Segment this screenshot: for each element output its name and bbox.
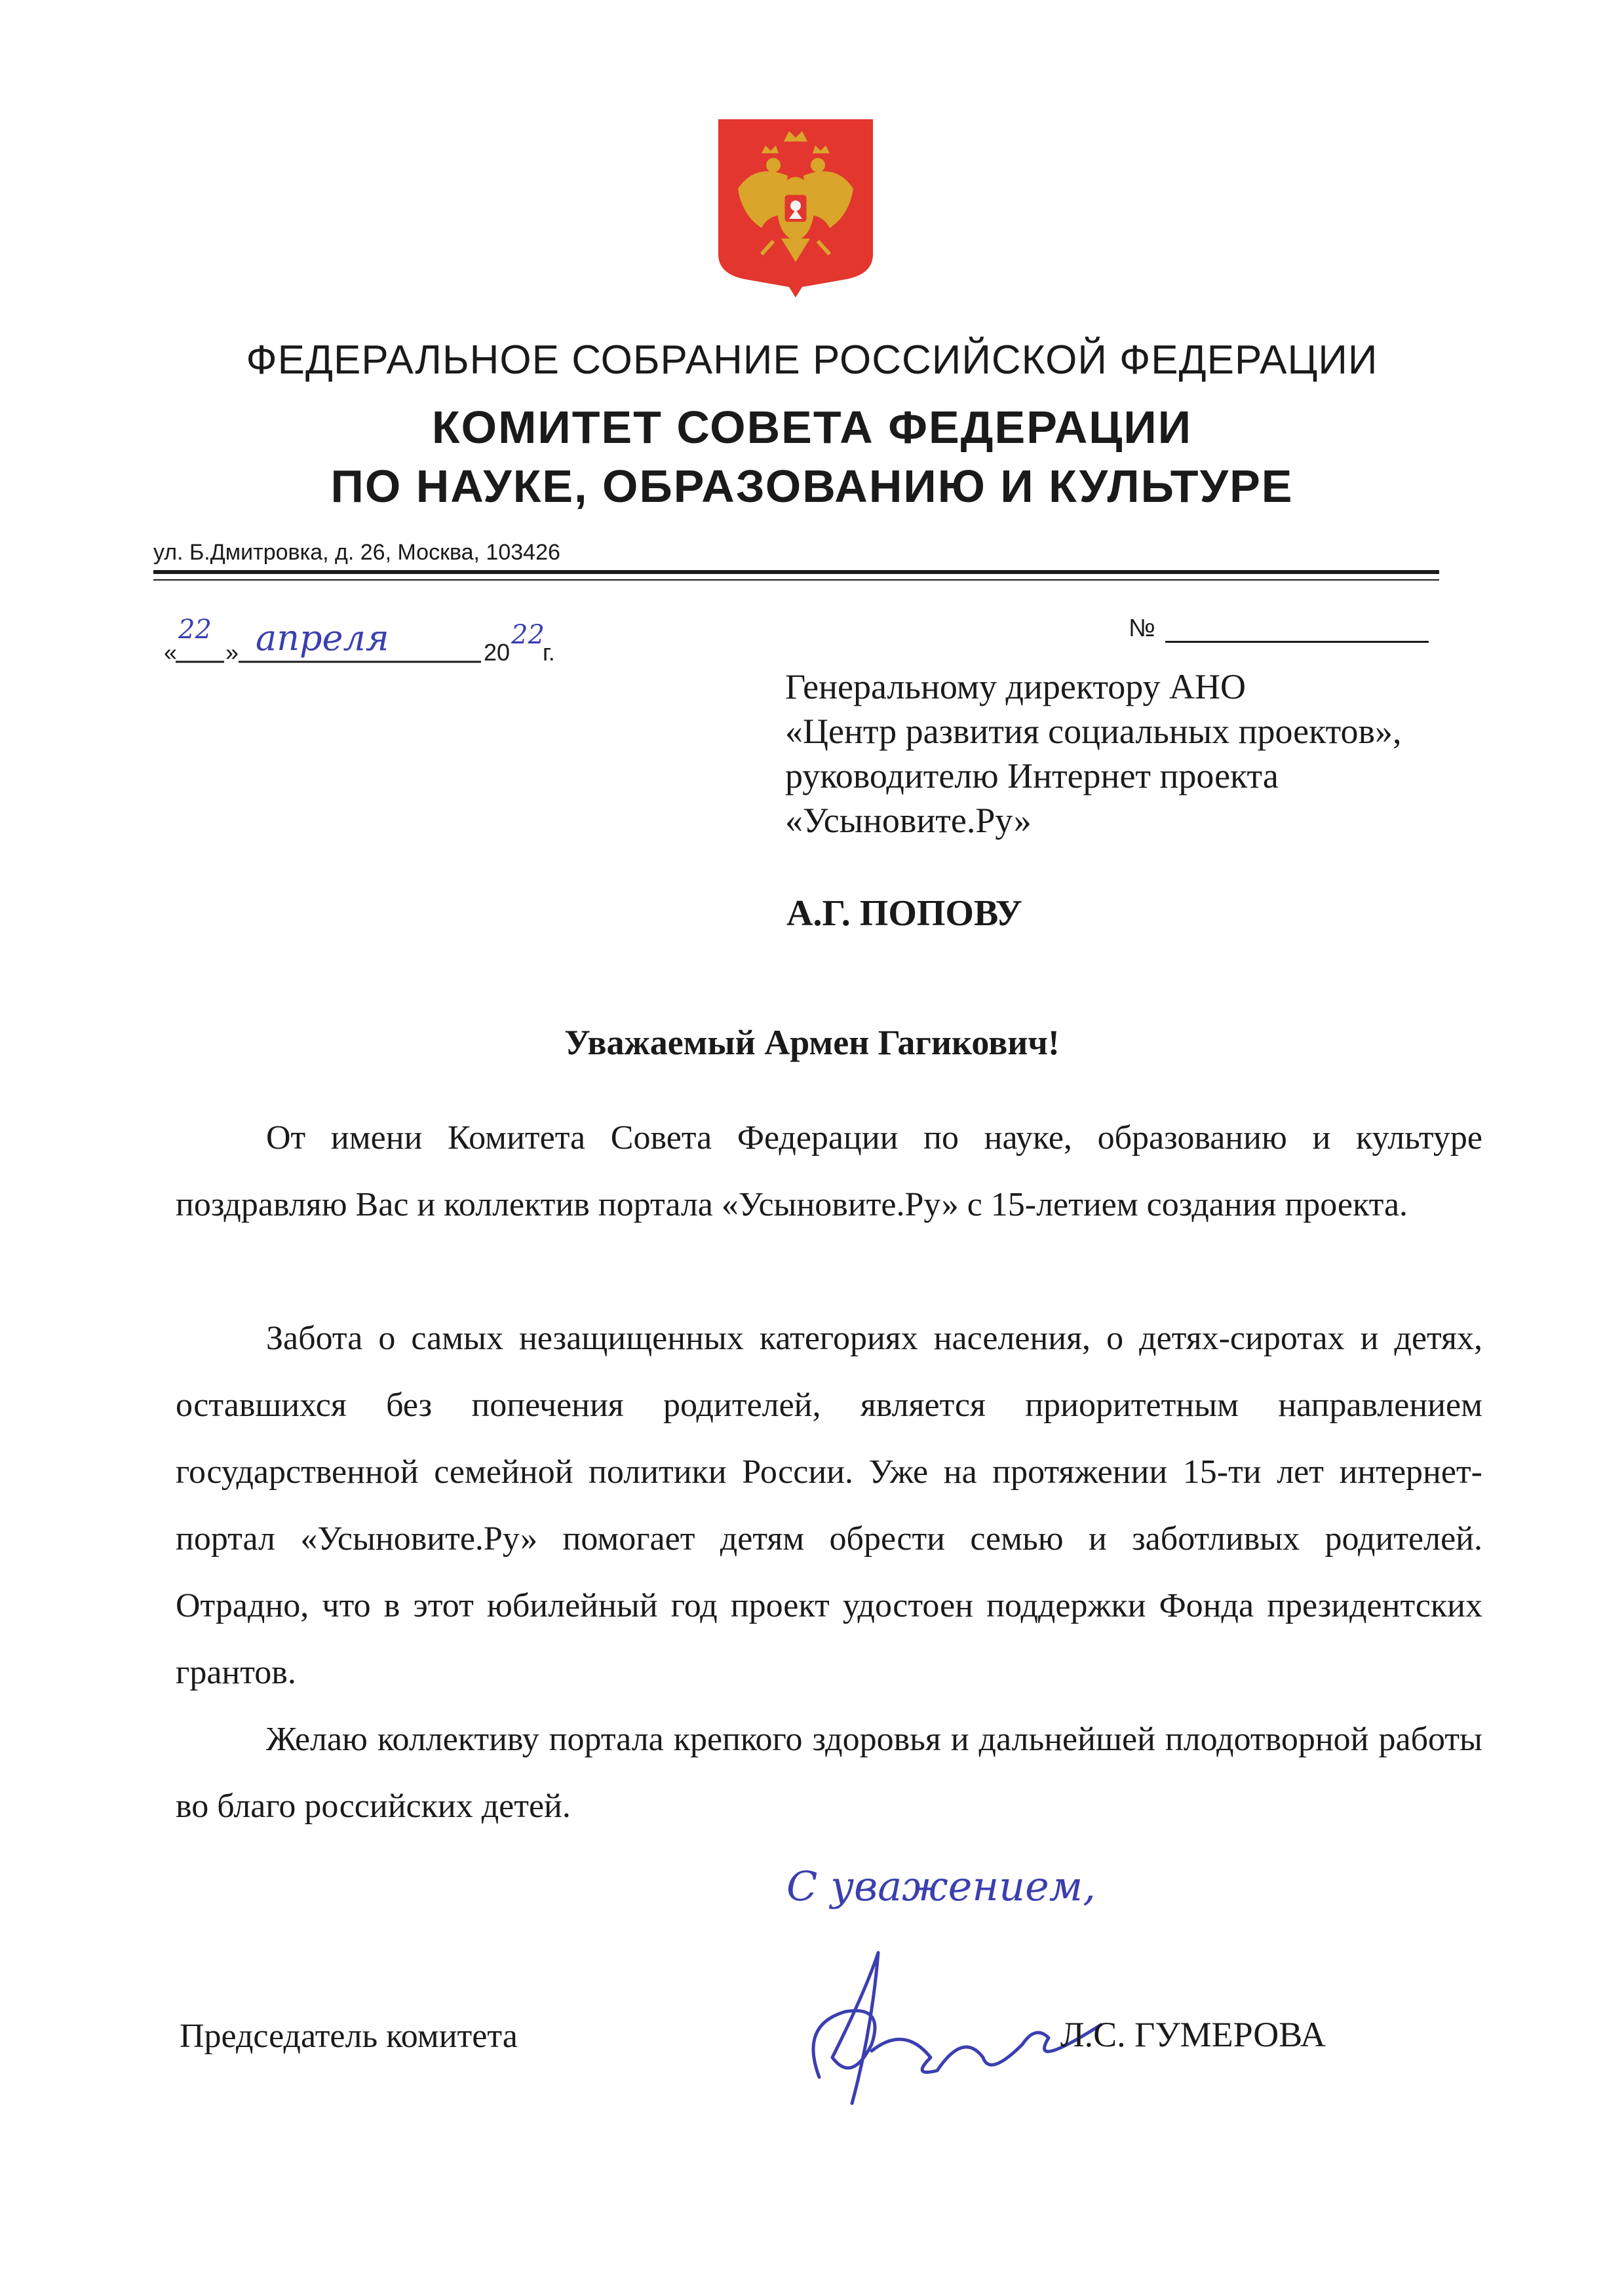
document-number-label: № [1129, 615, 1155, 642]
date-year-suffix: г. [543, 639, 555, 666]
header-parliament-title: ФЕДЕРАЛЬНОЕ СОБРАНИЕ РОССИЙСКОЙ ФЕДЕРАЦИИ [246, 337, 1378, 383]
header-divider-thick [153, 570, 1439, 574]
date-close-quote: » [225, 639, 239, 666]
recipient-name: А.Г. ПОПОВУ [786, 893, 1022, 934]
date-year-prefix: 20 [484, 639, 511, 666]
date-handwritten-month: апреля [256, 617, 389, 659]
salutation: Уважаемый Армен Гагикович! [564, 1023, 1060, 1062]
header-address: ул. Б.Дмитровка, д. 26, Москва, 103426 [153, 540, 560, 565]
header-committee-title: КОМИТЕТ СОВЕТА ФЕДЕРАЦИИ [431, 402, 1193, 453]
recipient-line: руководителю Интернет проекта [785, 756, 1279, 795]
header-divider-thin [153, 579, 1439, 581]
recipient-block [785, 664, 1519, 843]
recipient-line: Генеральному директору АНО [785, 667, 1247, 706]
handwritten-signature [773, 1861, 1232, 2123]
signatory-title: Председатель комитета [180, 2018, 518, 2055]
body-paragraph: От имени Комитета Совета Федерации по науке, образованию и культуре поздравляю Вас и коллектив портала «Усыновите.Ру» с 15-летием создания проекта. [176, 1119, 1482, 1223]
body-paragraph: Желаю коллективу портала крепкого здоровья и дальнейшей плодотворной работы во благо российских детей. [176, 1721, 1482, 1825]
recipient-line: «Усыновите.Ру» [785, 801, 1032, 840]
date-field [164, 609, 577, 668]
date-open-quote: « [164, 639, 178, 666]
date-handwritten-day: 22 [178, 615, 212, 645]
signature-note: С уважением, [786, 1862, 1096, 1910]
recipient-line: «Центр развития социальных проектов», [785, 712, 1402, 751]
signatory-name: Л.С. ГУМЕРОВА [1060, 2015, 1326, 2054]
coat-of-arms-emblem [716, 117, 876, 300]
document-number-line [1165, 641, 1429, 643]
body-paragraph: Забота о самых незащищенных категориях населения, о детях-сиротах и детях, оставшихся без попечения родителей, является приоритетным направлением государственной семейной политики России. Уже на протяжении 15-ти лет интернет-портал «Усыновите.Ру» помогает детям обрести семью и заботливых родителей. Отрадно, что в этот юбилейный год проект удостоен поддержки Фонда президентских грантов. [176, 1320, 1482, 1691]
header-committee-subtitle: ПО НАУКЕ, ОБРАЗОВАНИЮ И КУЛЬТУРЕ [330, 461, 1294, 512]
date-handwritten-year: 22 [511, 620, 545, 650]
